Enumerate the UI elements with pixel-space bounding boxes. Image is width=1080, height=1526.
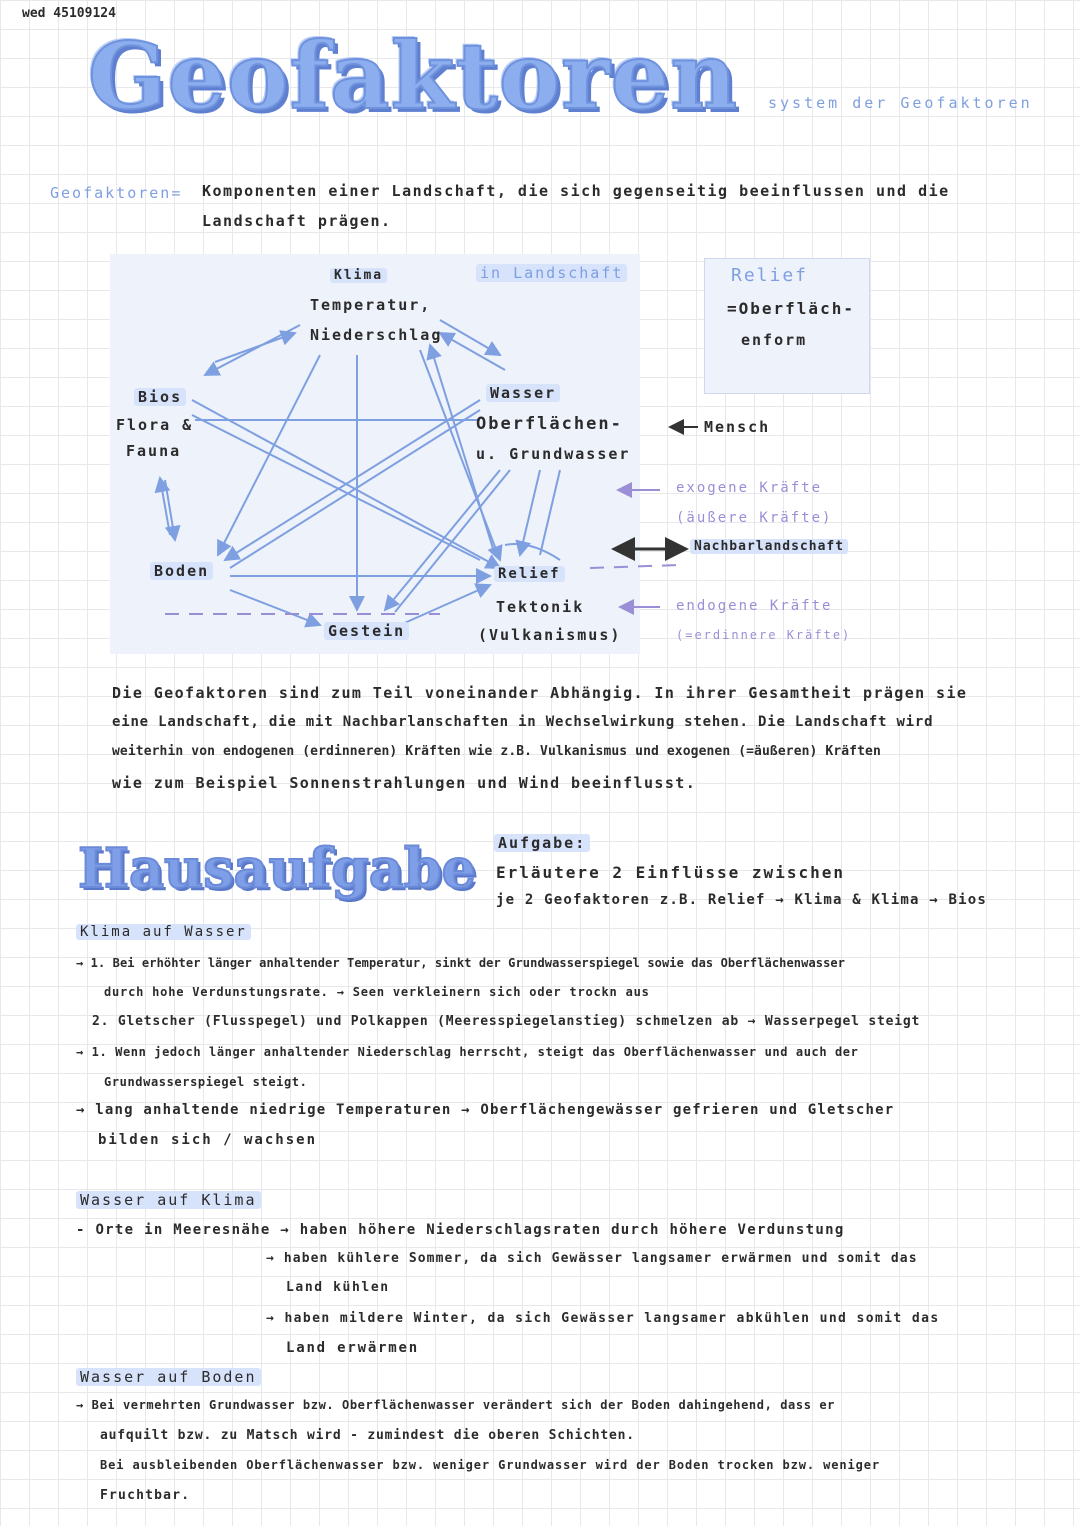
- section1-line: bilden sich / wachsen: [98, 1132, 318, 1148]
- label-exogen-2: (äußere Kräfte): [676, 510, 833, 526]
- date-label: wed 45109124: [22, 6, 116, 21]
- node-bios-line-1: Flora &: [116, 416, 194, 434]
- node-relief-line-2: (Vulkanismus): [478, 626, 622, 644]
- section-wasser-auf-klima-title: Wasser auf Klima: [76, 1191, 261, 1209]
- section3-line: → Bei vermehrten Grundwasser bzw. Oberflächenwasser verändert sich der Boden dahingehend, dass er: [76, 1398, 835, 1412]
- section-wasser-auf-boden-title: Wasser auf Boden: [76, 1368, 261, 1386]
- section2-line: → haben kühlere Sommer, da sich Gewässer langsamer erwärmen und somit das: [266, 1251, 918, 1266]
- label-endogen-2: (=erdinnere Kräfte): [676, 628, 852, 642]
- task-line-2: je 2 Geofaktoren z.B. Relief → Klima & Klima → Bios: [496, 892, 988, 908]
- summary-line: Die Geofaktoren sind zum Teil voneinander Abhängig. In ihrer Gesamtheit prägen sie: [112, 684, 968, 702]
- summary-paragraph: [112, 684, 967, 804]
- definition-term: Geofaktoren=: [50, 184, 183, 202]
- section1-line: 2. Gletscher (Flusspegel) und Polkappen (Meeresspiegelanstieg) schmelzen ab → Wasserpegel steigt: [92, 1014, 921, 1029]
- node-relief-line-1: Tektonik: [496, 598, 585, 616]
- section1-line: Grundwasserspiegel steigt.: [104, 1075, 308, 1089]
- section-klima-auf-wasser-title: Klima auf Wasser: [76, 924, 251, 940]
- line-wasser-boden: [230, 410, 480, 568]
- node-klima-line-2: Niederschlag: [310, 326, 443, 344]
- label-in-landschaft: in Landschaft: [476, 264, 627, 282]
- section3-line: aufquilt bzw. zu Matsch wird - zumindest die oberen Schichten.: [100, 1428, 635, 1443]
- section1-line: durch hohe Verdunstungsrate. → Seen verkleinern sich oder trockn aus: [104, 985, 650, 999]
- label-nachbarlandschaft: Nachbarlandschaft: [690, 539, 848, 554]
- definition-line-2: Landschaft prägen.: [202, 212, 392, 230]
- label-mensch: Mensch: [704, 418, 771, 436]
- summary-line: weiterhin von endogenen (erdinneren) Kräften wie z.B. Vulkanismus und exogenen (=äußeren) Kräften: [112, 744, 881, 759]
- label-endogen-1: endogene Kräfte: [676, 598, 833, 614]
- dash-boundary-right: [590, 565, 680, 568]
- section1-line: → 1. Wenn jedoch länger anhaltender Niederschlag herrscht, steigt das Oberflächenwasser und auch der: [76, 1045, 859, 1059]
- relief-note: [704, 258, 870, 394]
- node-klima-title: Klima: [330, 268, 387, 283]
- arrow-boden-gestein: [230, 590, 320, 625]
- arrow-klima-bios: [205, 325, 300, 375]
- node-bios-line-2: Fauna: [126, 442, 182, 460]
- label-exogen-1: exogene Kräfte: [676, 480, 823, 496]
- section3-line: Bei ausbleibenden Oberflächenwasser bzw. weniger Grundwasser wird der Boden trocken bzw. weniger: [100, 1458, 880, 1472]
- section2-line: Land kühlen: [286, 1280, 390, 1295]
- task-line-1: Erläutere 2 Einflüsse zwischen: [496, 863, 845, 882]
- arrow-bios-klima: [215, 333, 295, 362]
- node-relief-title: Relief: [494, 566, 565, 582]
- definition-line-1: Komponenten einer Landschaft, die sich gegenseitig beeinflussen und die: [202, 182, 950, 200]
- relief-note-line-2: enform: [741, 331, 808, 349]
- line-wasser-relief-2: [540, 470, 560, 555]
- section2-line: → haben mildere Winter, da sich Gewässer langsamer abkühlen und somit das: [266, 1311, 940, 1326]
- section1-line: → lang anhaltende niedrige Temperaturen → Oberflächengewässer gefrieren und Gletscher: [76, 1102, 895, 1118]
- homework-title: Hausaufgabe: [78, 836, 477, 900]
- arc-relief: [505, 544, 560, 560]
- task-title: Aufgabe:: [494, 834, 590, 852]
- arrow-klima-boden: [218, 355, 320, 555]
- page-title: Geofaktoren: [88, 22, 739, 130]
- diagram-arrows: [0, 0, 1080, 700]
- relief-note-line-1: =Oberfläch-: [727, 299, 855, 318]
- section3-line: Fruchtbar.: [100, 1488, 191, 1503]
- node-wasser-title: Wasser: [486, 384, 560, 402]
- node-wasser-line-1: Oberflächen-: [476, 414, 623, 434]
- summary-line: wie zum Beispiel Sonnenstrahlungen und Wind beeinflusst.: [112, 774, 697, 792]
- node-gestein-title: Gestein: [324, 622, 409, 640]
- arrow-wasser-relief: [520, 470, 540, 555]
- section2-line: Land erwärmen: [286, 1340, 419, 1356]
- node-wasser-line-2: u. Grundwasser: [476, 445, 631, 463]
- section1-line: → 1. Bei erhöhter länger anhaltender Temperatur, sinkt der Grundwasserspiegel sowie das Oberflächenwasser: [76, 956, 846, 970]
- arrow-gestein-relief: [400, 585, 490, 625]
- node-bios-title: Bios: [134, 388, 186, 406]
- node-boden-title: Boden: [150, 562, 213, 580]
- section2-line: - Orte in Meeresnähe → haben höhere Niederschlagsraten durch höhere Verdunstung: [76, 1222, 845, 1238]
- summary-line: eine Landschaft, die mit Nachbarlanschaften in Wechselwirkung stehen. Die Landschaft wird: [112, 714, 934, 730]
- page-subtitle: system der Geofaktoren: [768, 94, 1033, 112]
- node-klima-line-1: Temperatur,: [310, 296, 432, 314]
- relief-note-title: Relief: [731, 265, 809, 286]
